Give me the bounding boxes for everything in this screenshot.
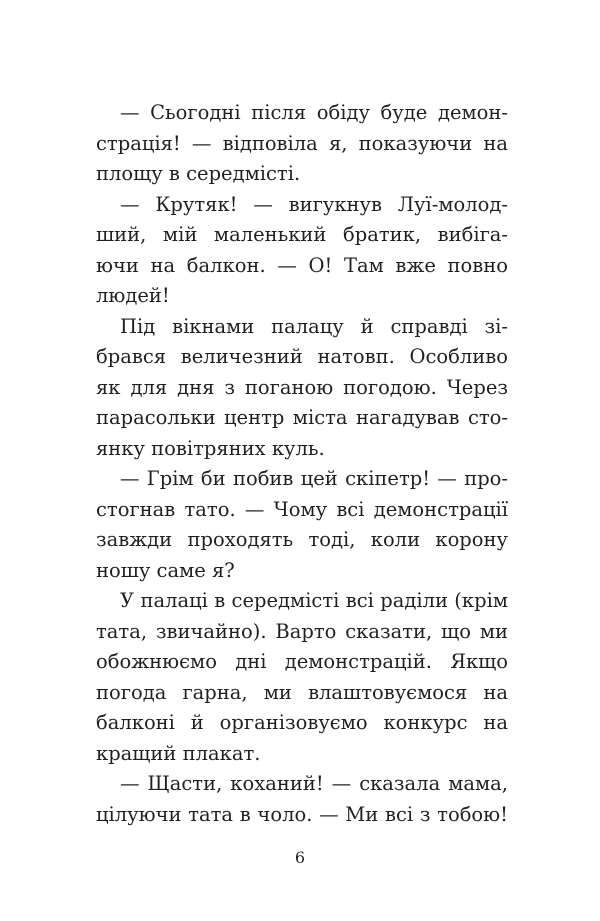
- text-line: страція! — відповіла я, показуючи на: [96, 131, 508, 155]
- text-line: обожнюємо дні демонстрацій. Якщо: [96, 650, 508, 673]
- text-line: завжди проходять тоді, коли корону: [96, 528, 508, 551]
- text-line: балконі й організовуємо конкурс на: [96, 711, 508, 734]
- paragraph: [96, 769, 508, 830]
- text-line: стогнав тато. — Чому всі демонстрації: [96, 497, 508, 521]
- text-line: цілуючи тата в чоло. — Ми всі з тобою!: [96, 802, 508, 826]
- text-line: брався величезний натовп. Особливо: [96, 345, 508, 368]
- paragraph: [96, 312, 508, 465]
- text-line: — Сьогодні після обіду буде демон-: [120, 101, 508, 124]
- text-line: площу в середмісті.: [96, 162, 301, 185]
- paragraph: [96, 190, 508, 312]
- text-line: ючи на балкон. — О! Там вже повно: [96, 253, 508, 277]
- text-line: тата, звичайно). Варто сказати, що ми: [96, 619, 508, 643]
- page-number: 6: [294, 848, 306, 867]
- text-line: Під вікнами палацу й справді зі-: [120, 314, 508, 338]
- text-line: — Щасти, коханий! — сказала мама,: [120, 772, 508, 795]
- text-line: кращий плакат.: [96, 741, 261, 765]
- paragraph: [96, 98, 508, 190]
- text-line: — Крутяк! — вигукнув Луї-молод-: [120, 192, 508, 216]
- text-line: ший, мій маленький братик, вибіга-: [96, 223, 508, 246]
- page-body: [96, 98, 508, 830]
- paragraph: [96, 586, 508, 769]
- text-line: людей!: [96, 284, 170, 307]
- text-line: погода гарна, ми влаштовуємося на: [96, 680, 508, 704]
- text-line: парасольки центр міста нагадував сто-: [96, 406, 508, 429]
- text-line: як для дня з поганою погодою. Через: [96, 375, 508, 399]
- paragraph: [96, 464, 508, 586]
- text-line: янку повітряних куль.: [96, 436, 325, 460]
- text-line: У палаці в середмісті всі раділи (крім: [120, 589, 508, 612]
- text-line: ношу саме я?: [96, 558, 235, 582]
- text-line: — Грім би побив цей скіпетр! — про-: [120, 467, 508, 490]
